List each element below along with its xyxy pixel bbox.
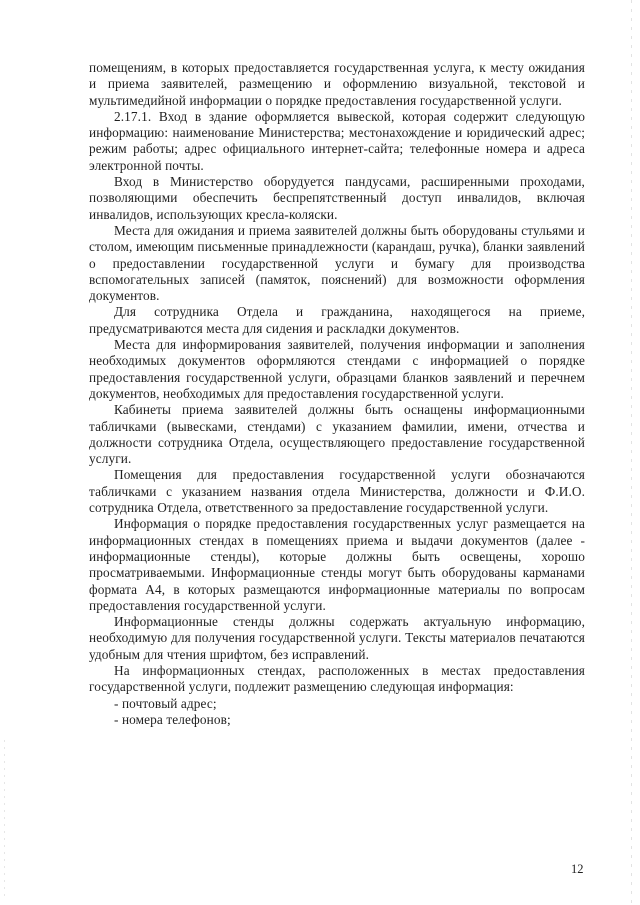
paragraph: Места для информирования заявителей, получения информации и заполнения необходимых документов оформляются стендами с информацией о порядке предоставления государственной услуги, образцами бланков заявлений и перечнем документов, необходимых для предоставления государственной услуги. — [89, 337, 585, 401]
scan-edge-artifact — [631, 0, 632, 905]
paragraph: Для сотрудника Отдела и гражданина, находящегося на приеме, предусматриваются места для сидения и раскладки документов. — [89, 304, 585, 336]
scan-edge-artifact — [4, 740, 5, 900]
paragraph: Помещения для предоставления государственной услуги обозначаются табличками с указанием названия отдела Министерства, должности и Ф.И.О. сотрудника Отдела, ответственного за предоставление государственной услуги. — [89, 467, 585, 516]
paragraph: Вход в Министерство оборудуется пандусами, расширенными проходами, позволяющими обеспечить беспрепятственный доступ инвалидов, включая инвалидов, использующих кресла-коляски. — [89, 174, 585, 222]
paragraph: Кабинеты приема заявителей должны быть оснащены информационными табличками (вывесками, стендами) с указанием фамилии, имени, отчества и должности сотрудника Отдела, осуществляющего предоставление государственной услуги. — [89, 402, 585, 467]
list-item: - почтовый адрес; — [114, 695, 217, 711]
paragraph: 2.17.1. Вход в здание оформляется вывеской, которая содержит следующую информацию: наименование Министерства; местонахождение и юридический адрес; режим работы; адрес официального интернет-сайта; телефонные номера и адреса электронной почты. — [89, 108, 585, 173]
paragraph: Места для ожидания и приема заявителей должны быть оборудованы стульями и столом, имеющим письменные принадлежности (карандаш, ручка), бланки заявлений о предоставлении государственной услуги и бумагу для производства вспомогательных записей (памяток, пояснений) для возможности оформления документов. — [89, 222, 585, 304]
page-number: 12 — [571, 862, 584, 876]
paragraph: Информационные стенды должны содержать актуальную информацию, необходимую для получения государственной услуги. Тексты материалов печатаются удобным для чтения шрифтом, без исправлений. — [89, 614, 585, 662]
list-item: - номера телефонов; — [114, 711, 231, 727]
paragraph: На информационных стендах, расположенных в местах предоставления государственной услуги, подлежит размещению следующая информация: — [89, 662, 585, 695]
paragraph: Информация о порядке предоставления государственных услуг размещается на информационных стендах в помещениях приема и выдачи документов (далее - информационные стенды), которые должны быть освещены, хорошо просматриваемыми. Информационные стенды могут быть оборудованы карманами формата А4, в которых размещаются информационные материалы по вопросам предоставления государственной услуги. — [89, 516, 585, 613]
body-text — [89, 60, 585, 728]
paragraph: помещениям, в которых предоставляется государственная услуга, к месту ожидания и приема заявителей, размещению и оформлению визуальной, текстовой и мультимедийной информации о порядке предоставления государственной услуги. — [89, 60, 585, 108]
